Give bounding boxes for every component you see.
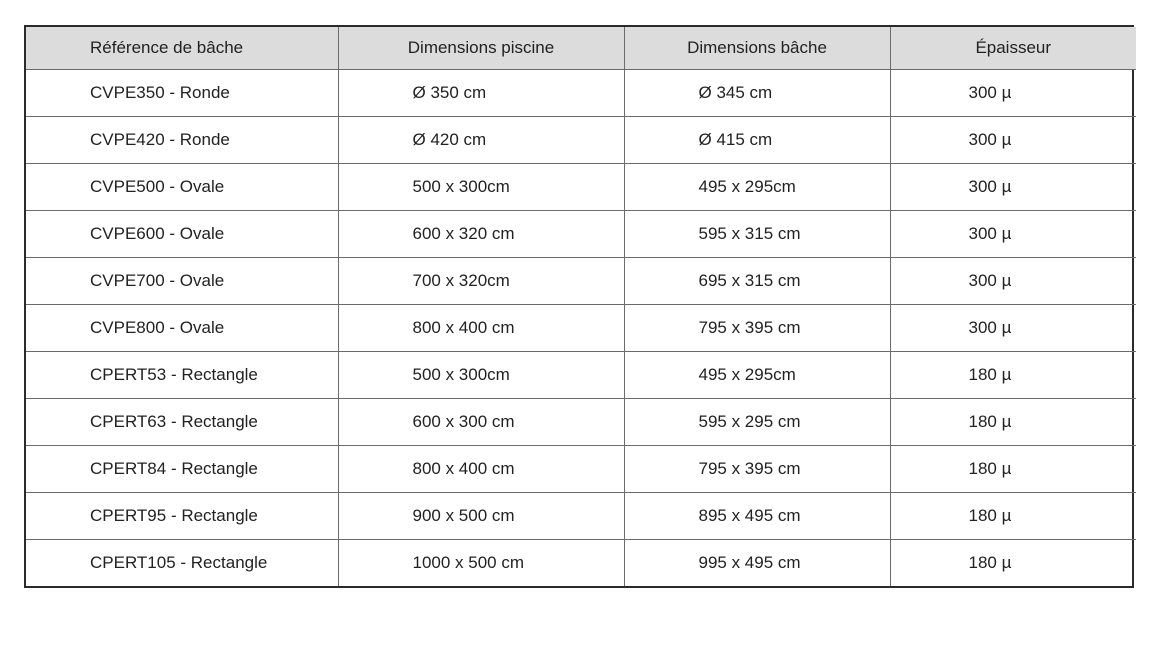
- cell-pool-dimensions: Ø 420 cm: [338, 117, 624, 164]
- cell-cover-dimensions: 495 x 295cm: [624, 164, 890, 211]
- table-row: [26, 211, 1136, 258]
- header-cover-dimensions: Dimensions bâche: [624, 27, 890, 70]
- cell-reference: CVPE600 - Ovale: [26, 211, 338, 258]
- cell-thickness: 300 µ: [890, 70, 1136, 117]
- cell-reference: CVPE350 - Ronde: [26, 70, 338, 117]
- cell-pool-dimensions: 900 x 500 cm: [338, 493, 624, 540]
- cell-pool-dimensions: Ø 350 cm: [338, 70, 624, 117]
- cell-reference: CVPE700 - Ovale: [26, 258, 338, 305]
- cell-pool-dimensions: 500 x 300cm: [338, 352, 624, 399]
- cell-thickness: 300 µ: [890, 211, 1136, 258]
- cell-pool-dimensions: 800 x 400 cm: [338, 305, 624, 352]
- cell-reference: CPERT53 - Rectangle: [26, 352, 338, 399]
- table-row: [26, 493, 1136, 540]
- cell-pool-dimensions: 600 x 300 cm: [338, 399, 624, 446]
- cell-reference: CVPE800 - Ovale: [26, 305, 338, 352]
- pool-cover-table: [24, 25, 1134, 588]
- cell-thickness: 180 µ: [890, 399, 1136, 446]
- cell-reference: CVPE500 - Ovale: [26, 164, 338, 211]
- cell-pool-dimensions: 600 x 320 cm: [338, 211, 624, 258]
- table-body: [26, 70, 1136, 587]
- table-row: [26, 446, 1136, 493]
- cell-thickness: 180 µ: [890, 446, 1136, 493]
- cell-cover-dimensions: 795 x 395 cm: [624, 305, 890, 352]
- header-pool-dimensions: Dimensions piscine: [338, 27, 624, 70]
- cell-thickness: 300 µ: [890, 258, 1136, 305]
- pool-cover-grid: [26, 27, 1136, 586]
- cell-cover-dimensions: 895 x 495 cm: [624, 493, 890, 540]
- table-row: [26, 258, 1136, 305]
- cell-thickness: 300 µ: [890, 305, 1136, 352]
- table-row: [26, 164, 1136, 211]
- cell-thickness: 180 µ: [890, 352, 1136, 399]
- table-row: [26, 399, 1136, 446]
- cell-reference: CVPE420 - Ronde: [26, 117, 338, 164]
- cell-reference: CPERT105 - Rectangle: [26, 540, 338, 587]
- table-row: [26, 352, 1136, 399]
- cell-thickness: 300 µ: [890, 164, 1136, 211]
- cell-pool-dimensions: 500 x 300cm: [338, 164, 624, 211]
- cell-reference: CPERT95 - Rectangle: [26, 493, 338, 540]
- table-row: [26, 305, 1136, 352]
- cell-cover-dimensions: 595 x 295 cm: [624, 399, 890, 446]
- cell-cover-dimensions: Ø 415 cm: [624, 117, 890, 164]
- cell-cover-dimensions: 495 x 295cm: [624, 352, 890, 399]
- cell-cover-dimensions: 795 x 395 cm: [624, 446, 890, 493]
- cell-pool-dimensions: 800 x 400 cm: [338, 446, 624, 493]
- cell-cover-dimensions: Ø 345 cm: [624, 70, 890, 117]
- cell-cover-dimensions: 595 x 315 cm: [624, 211, 890, 258]
- cell-thickness: 180 µ: [968, 553, 1012, 572]
- header-thickness: Épaisseur: [890, 27, 1136, 70]
- header-row: [26, 27, 1136, 70]
- cell-pool-dimensions: 1000 x 500 cm: [338, 540, 624, 587]
- table-row: [26, 117, 1136, 164]
- table-row: [26, 70, 1136, 117]
- table-header: [26, 27, 1136, 70]
- cell-thickness: 300 µ: [890, 117, 1136, 164]
- cell-cover-dimensions: 995 x 495 cm: [624, 540, 890, 587]
- cell-pool-dimensions: 700 x 320cm: [338, 258, 624, 305]
- cell-thickness: 180 µ: [890, 493, 1136, 540]
- cell-reference: CPERT84 - Rectangle: [26, 446, 338, 493]
- cell-reference: CPERT63 - Rectangle: [26, 399, 338, 446]
- table-row: [26, 540, 1136, 587]
- cell-cover-dimensions: 695 x 315 cm: [624, 258, 890, 305]
- header-reference: Référence de bâche: [26, 27, 338, 70]
